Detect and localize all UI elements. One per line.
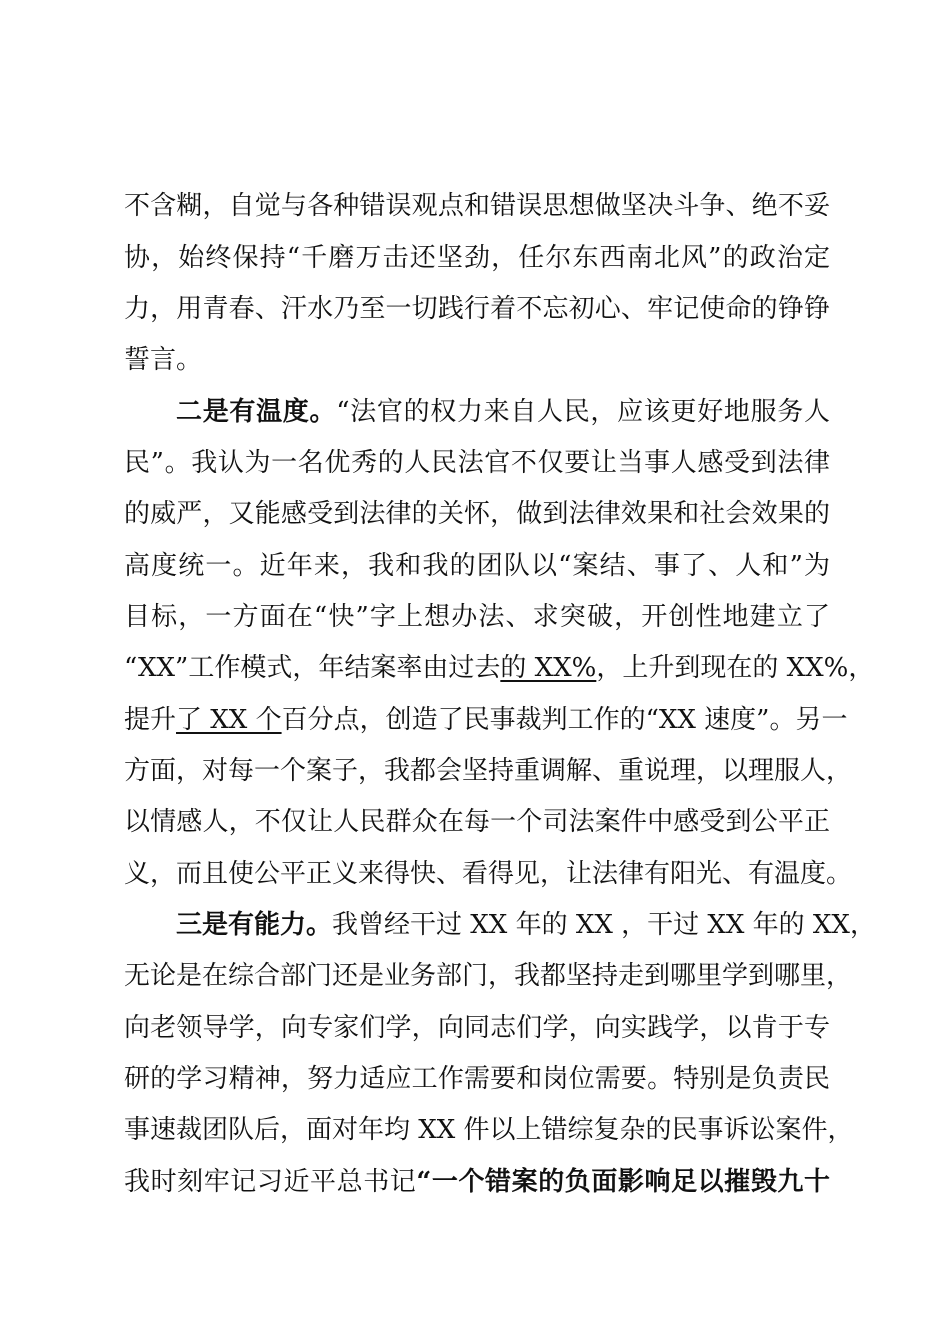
paragraph-2-line-7-text-a: 提升	[124, 705, 177, 735]
paragraph-3-line-5: 事速裁团队后，面对年均 XX 件以上错综复杂的民事诉讼案件，	[124, 1115, 854, 1145]
underlined-text: 的 XX%	[500, 653, 597, 683]
paragraph-2-line-8: 方面，对每一个案子，我都会坚持重调解、重说理，以理服人，	[124, 756, 853, 786]
paragraph-1-line-4: 誓言。	[124, 345, 203, 375]
paragraph-2-line-3: 的威严，又能感受到法律的关怀，做到法律效果和社会效果的	[124, 499, 830, 529]
paragraph-2-line-6-text-a: “XX”工作模式，年结案率由过去	[124, 653, 501, 683]
paragraph-3-line-4: 研的学习精神，努力适应工作需要和岗位需要。特别是负责民	[124, 1064, 830, 1094]
paragraph-2-line-5: 目标，一方面在“快”字上想办法、求突破，开创性地建立了	[124, 602, 830, 632]
paragraph-2-line-6-text-c: ，上升到现在的 XX%，	[596, 653, 875, 683]
paragraph-2-line-7	[124, 700, 848, 740]
paragraph-2-line-1	[176, 392, 830, 432]
paragraph-2-line-10: 义，而且使公平正义来得快、看得见，让法律有阳光、有温度。	[124, 859, 853, 889]
paragraph-1-line-2: 协，始终保持“千磨万击还坚劲，任尔东西南北风”的政治定	[124, 243, 830, 273]
paragraph-3-line-6-text-a: 我时刻牢记习近平总书记	[124, 1167, 417, 1197]
paragraph-2-line-4: 高度统一。近年来，我和我的团队以“案结、事了、人和”为	[124, 551, 830, 581]
paragraph-3-heading: 三是有能力。	[176, 910, 333, 940]
paragraph-3-line-3: 向老领导学，向专家们学，向同志们学，向实践学，以肯于专	[124, 1013, 830, 1043]
paragraph-1-line-1: 不含糊，自觉与各种错误观点和错误思想做坚决斗争、绝不妥	[124, 191, 830, 221]
paragraph-2-heading: 二是有温度。	[176, 397, 337, 427]
paragraph-1-line-3: 力，用青春、汗水乃至一切践行着不忘初心、牢记使命的铮铮	[124, 294, 830, 324]
paragraph-3-line-1-text: 我曾经干过 XX 年的 XX ，干过 XX 年的 XX，	[332, 910, 876, 940]
paragraph-2-line-9: 以情感人，不仅让人民群众在每一个司法案件中感受到公平正	[124, 807, 830, 837]
paragraph-2-line-6	[124, 648, 875, 688]
paragraph-3-line-2: 无论是在综合部门还是业务部门，我都坚持走到哪里学到哪里，	[124, 961, 853, 991]
quote-text: “一个错案的负面影响足以摧毁九十	[416, 1167, 830, 1197]
paragraph-2-line-7-text-c: 百分点，创造了民事裁判工作的“XX 速度”。另一	[281, 705, 848, 735]
paragraph-2-line-1-text: “法官的权力来自人民，应该更好地服务人	[336, 397, 830, 427]
paragraph-3-line-6	[124, 1162, 830, 1202]
underlined-text: 了 XX 个	[176, 705, 282, 735]
paragraph-2-line-2: 民”。我认为一名优秀的人民法官不仅要让当事人感受到法律	[124, 448, 830, 478]
paragraph-3-line-1	[176, 905, 876, 945]
